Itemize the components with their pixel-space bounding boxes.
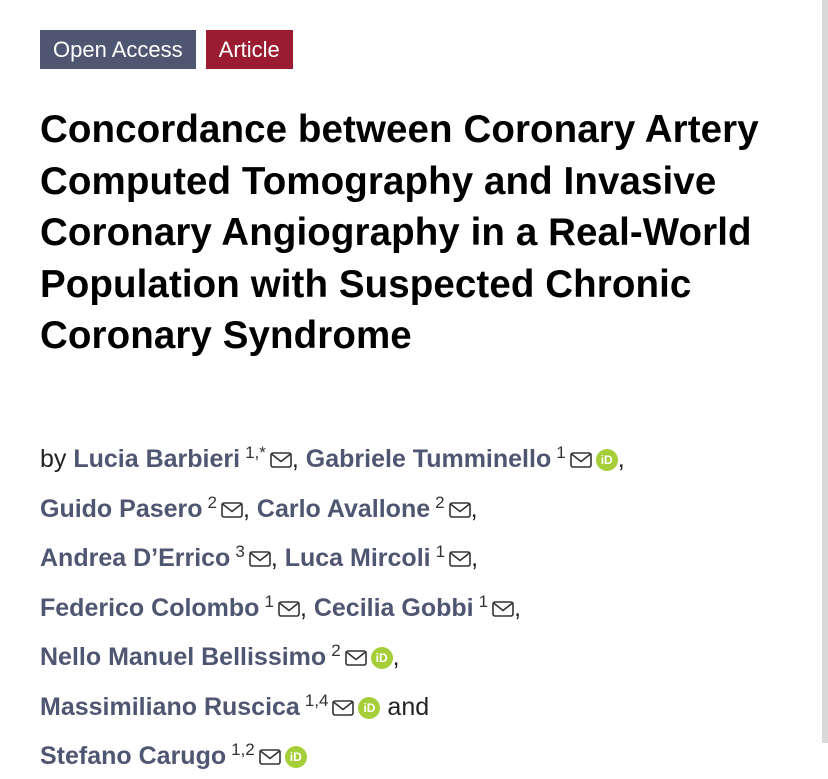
orcid-icon[interactable]: iD (285, 746, 307, 768)
by-prefix: by (40, 445, 67, 473)
affiliation-number[interactable]: 1,2 (231, 740, 255, 759)
affiliation-number[interactable]: 2 (331, 641, 341, 660)
affiliation-number[interactable]: 3 (235, 542, 245, 561)
envelope-icon[interactable] (492, 589, 514, 631)
author-name[interactable]: Nello Manuel Bellissimo (40, 643, 327, 671)
affiliation-number[interactable]: 1,* (245, 443, 266, 462)
orcid-icon[interactable]: iD (358, 697, 380, 719)
affiliation-number[interactable]: 1 (478, 591, 489, 611)
affiliation-number[interactable]: 1 (435, 542, 446, 561)
author-line: Federico Colombo $^1$ , Cecilia Gobbi $^1$ , (40, 581, 800, 631)
article-type-badge[interactable]: Article (206, 30, 293, 69)
envelope-icon[interactable] (345, 638, 367, 680)
author-list (40, 432, 800, 779)
affiliation-number[interactable]: 1,4 (304, 690, 329, 710)
article-title: Concordance between Coronary Artery Computed Tomography and Invasive Coronary Angiography in a Real-World Population with Suspected Chronic Coronary Syndrome (40, 108, 759, 357)
open-access-badge[interactable]: Open Access (40, 30, 196, 69)
author-name[interactable]: Lucia Barbieri (73, 445, 241, 473)
author-name[interactable]: Guido Pasero (40, 494, 203, 523)
envelope-icon[interactable] (249, 539, 271, 581)
author-name[interactable]: Andrea D’Errico (40, 544, 231, 572)
badge-row (40, 30, 293, 69)
author-line: by Lucia Barbieri $^{1,*}$ , Gabriele Tumminello $^1$ iD , (40, 432, 800, 482)
affiliation-number[interactable]: 1 (556, 443, 566, 462)
author-name[interactable]: Carlo Avallone (256, 494, 431, 523)
affiliation-number[interactable]: 2 (207, 492, 218, 512)
author-line: Nello Manuel Bellissimo $^2$ iD , (40, 630, 800, 680)
orcid-icon[interactable]: iD (371, 647, 393, 669)
orcid-icon[interactable]: iD (596, 449, 618, 471)
envelope-icon[interactable] (221, 490, 243, 532)
author-line (40, 680, 800, 730)
envelope-icon[interactable] (570, 440, 592, 482)
affiliation-number[interactable]: 1 (264, 591, 274, 611)
author-name[interactable]: Massimiliano Ruscica (40, 692, 300, 721)
author-line (40, 729, 800, 779)
author-name[interactable]: Cecilia Gobbi (313, 593, 474, 622)
author-name[interactable]: Gabriele Tumminello (305, 445, 552, 473)
envelope-icon[interactable] (270, 440, 292, 482)
envelope-icon[interactable] (332, 688, 354, 730)
author-line: Guido Pasero $^2$ , Carlo Avallone $^2$ , (40, 482, 800, 532)
envelope-icon[interactable] (449, 539, 471, 581)
page-edge (822, 0, 828, 743)
author-name[interactable]: Luca Mircoli (284, 544, 431, 572)
and-conjunction: and (387, 692, 430, 721)
envelope-icon[interactable] (449, 490, 471, 532)
affiliation-number[interactable]: 2 (435, 492, 445, 512)
envelope-icon[interactable] (259, 737, 281, 779)
author-name[interactable]: Federico Colombo (40, 593, 260, 622)
author-line: Andrea D’Errico $^3$ , Luca Mircoli $^1$ , (40, 531, 800, 581)
envelope-icon[interactable] (278, 589, 300, 631)
author-name[interactable]: Stefano Carugo (40, 742, 227, 770)
